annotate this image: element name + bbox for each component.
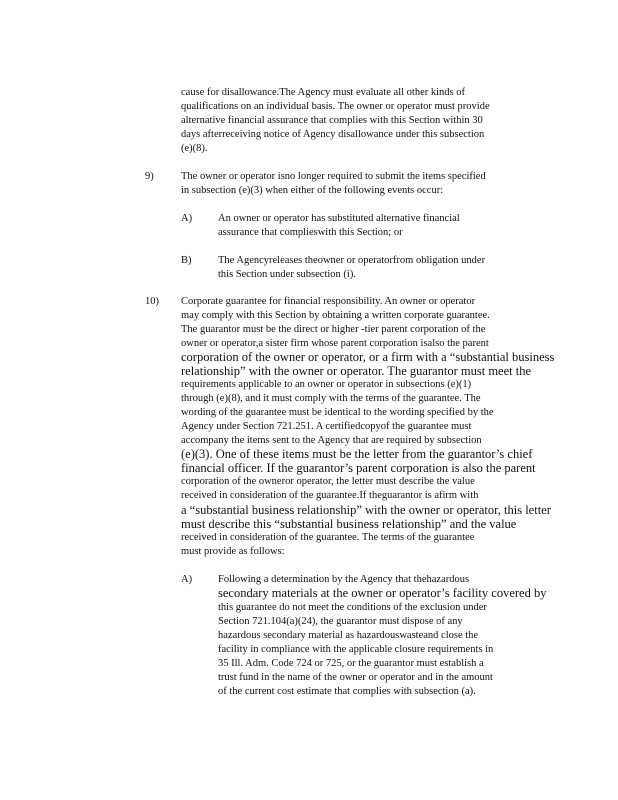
text-line: trust fund in the name of the owner or operator and in the amount bbox=[218, 672, 493, 683]
text-line: requirements applicable to an owner or operator in subsections (e)(1) bbox=[181, 379, 472, 390]
text-line: owner or operator,a sister firm whose parent corporation isalso the parent bbox=[181, 338, 489, 349]
text-line: secondary materials at the owner or operator’s facility covered by bbox=[218, 586, 547, 600]
text-line: must describe this “substantial business relationship” and the value bbox=[181, 517, 517, 531]
text-line: relationship” with the owner or operator. The guarantor must meet the bbox=[181, 364, 532, 378]
text-line: hazardous secondary material as hazardouswasteand close the bbox=[218, 630, 479, 641]
text-line: qualifications on an individual basis. The owner or operator must provide bbox=[181, 101, 490, 112]
text-line: accompany the items sent to the Agency that are required by subsection bbox=[181, 435, 482, 446]
text-line: financial officer. If the guarantor’s parent corporation is also the parent bbox=[181, 461, 536, 475]
text-line: a “substantial business relationship” with the owner or operator, this letter bbox=[181, 503, 551, 517]
text-line: (e)(3). One of these items must be the letter from the guarantor’s chief bbox=[181, 447, 533, 461]
item-number: 10) bbox=[145, 296, 159, 307]
text-line: received in consideration of the guarantee.If theguarantor is afirm with bbox=[181, 490, 479, 501]
text-line: 35 Ill. Adm. Code 724 or 725, or the guarantor must establish a bbox=[218, 658, 484, 669]
text-line: The Agencyreleases theowner or operatorfrom obligation under bbox=[218, 255, 486, 266]
text-line: The owner or operator isno longer required to submit the items specified bbox=[181, 171, 486, 182]
text-line: wording of the guarantee must be identical to the wording specified by the bbox=[181, 407, 494, 418]
text-line: in subsection (e)(3) when either of the following events occur: bbox=[181, 185, 444, 196]
sub-item-label: A) bbox=[181, 574, 193, 585]
text-line: may comply with this Section by obtaining a written corporate guarantee. bbox=[181, 310, 490, 321]
text-line: of the current cost estimate that complies with subsection (a). bbox=[218, 686, 476, 697]
text-line: Agency under Section 721.251. A certifiedcopyof the guarantee must bbox=[181, 421, 472, 432]
sub-item-label: B) bbox=[181, 255, 192, 266]
text-line: corporation of the owner or operator, or a firm with a “substantial business bbox=[181, 350, 555, 364]
text-line: received in consideration of the guarantee. The terms of the guarantee bbox=[181, 532, 475, 543]
text-line: Corporate guarantee for financial responsibility. An owner or operator bbox=[181, 296, 476, 307]
text-line: Following a determination by the Agency that thehazardous bbox=[218, 574, 470, 585]
text-line: days afterreceiving notice of Agency disallowance under this subsection bbox=[181, 129, 485, 140]
text-line: An owner or operator has substituted alternative financial bbox=[218, 213, 460, 224]
text-line: Section 721.104(a)(24), the guarantor must dispose of any bbox=[218, 616, 463, 627]
text-line: cause for disallowance.The Agency must evaluate all other kinds of bbox=[181, 87, 465, 98]
text-line: corporation of the owneror operator, the letter must describe the value bbox=[181, 476, 475, 487]
text-line: this Section under subsection (i). bbox=[218, 269, 356, 280]
text-line: this guarantee do not meet the conditions of the exclusion under bbox=[218, 602, 487, 613]
text-line: (e)(8). bbox=[181, 143, 208, 154]
text-line: assurance that complieswith this Section; or bbox=[218, 227, 403, 238]
text-line: alternative financial assurance that complies with this Section within 30 bbox=[181, 115, 483, 126]
item-number: 9) bbox=[145, 171, 154, 182]
sub-item-label: A) bbox=[181, 213, 193, 224]
text-line: The guarantor must be the direct or higher -tier parent corporation of the bbox=[181, 324, 486, 335]
text-line: through (e)(8), and it must comply with the terms of the guarantee. The bbox=[181, 393, 481, 404]
text-line: must provide as follows: bbox=[181, 546, 285, 557]
text-line: facility in compliance with the applicable closure requirements in bbox=[218, 644, 494, 655]
